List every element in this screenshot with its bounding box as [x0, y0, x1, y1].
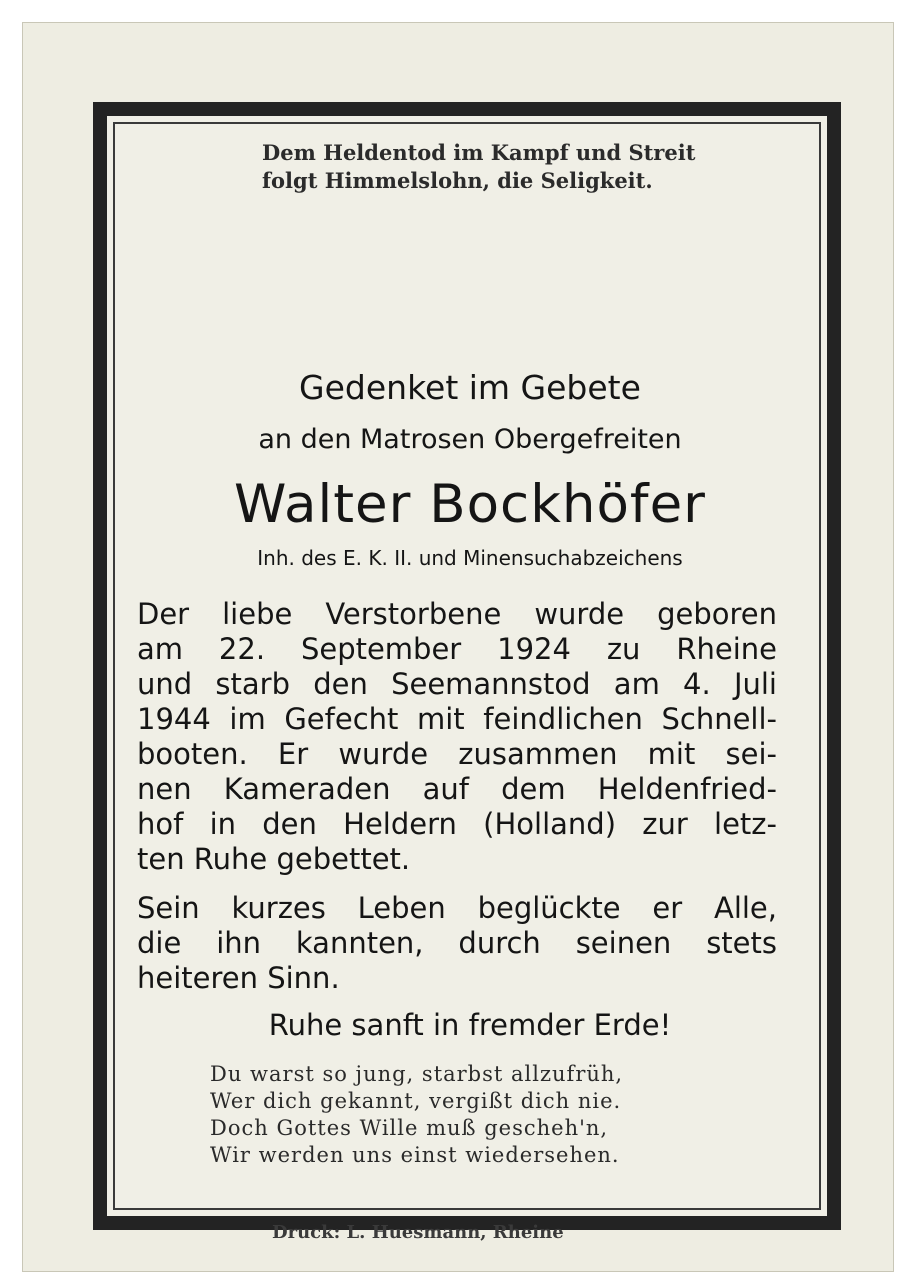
- emblem-area: [400, 228, 500, 338]
- text-line: heiteren Sinn.: [137, 961, 340, 995]
- deceased-name: Walter Bockhöfer: [234, 474, 706, 535]
- rest-in-peace-line: Ruhe sanft in fremder Erde!: [268, 1008, 672, 1042]
- poem-line: Wir werden uns einst wiedersehen.: [210, 1143, 620, 1167]
- poem-line: Du warst so jung, starbst allzufrüh,: [210, 1062, 624, 1086]
- text-line: Sein kurzes Leben beglückte er Alle,: [137, 891, 777, 925]
- poem-line: Doch Gottes Wille muß gescheh'n,: [210, 1116, 609, 1140]
- text-line: booten. Er wurde zusammen mit sei-: [137, 737, 777, 771]
- text-line: und starb den Seemannstod am 4. Juli: [137, 667, 777, 701]
- text-line: ten Ruhe gebettet.: [137, 842, 411, 876]
- heading-line-1: Gedenket im Gebete: [299, 368, 641, 407]
- motto-line: Dem Heldentod im Kampf und Streit: [262, 140, 696, 165]
- biography-paragraph: [137, 597, 777, 877]
- text-line: Der liebe Verstorbene wurde geboren: [137, 597, 777, 631]
- award-line: Inh. des E. K. II. und Minensuchabzeichens: [257, 546, 683, 570]
- poem-line: Wer dich gekannt, vergißt dich nie.: [210, 1089, 622, 1113]
- motto: [262, 139, 782, 195]
- character-paragraph: [137, 891, 777, 996]
- text-line: 1944 im Gefecht mit feindlichen Schnell-: [137, 702, 777, 736]
- printer-imprint: Druck: L. Huesmann, Rheine: [272, 1222, 564, 1243]
- text-line: nen Kameraden auf dem Heldenfried-: [137, 772, 777, 806]
- text-line: die ihn kannten, durch seinen stets: [137, 926, 777, 960]
- text-line: am 22. September 1924 zu Rheine: [137, 632, 777, 666]
- poem: [210, 1061, 730, 1169]
- motto-line: folgt Himmelslohn, die Seligkeit.: [262, 168, 653, 193]
- heading-line-2: an den Matrosen Obergefreiten: [258, 424, 682, 455]
- text-line: hof in den Heldern (Holland) zur letz-: [137, 807, 777, 841]
